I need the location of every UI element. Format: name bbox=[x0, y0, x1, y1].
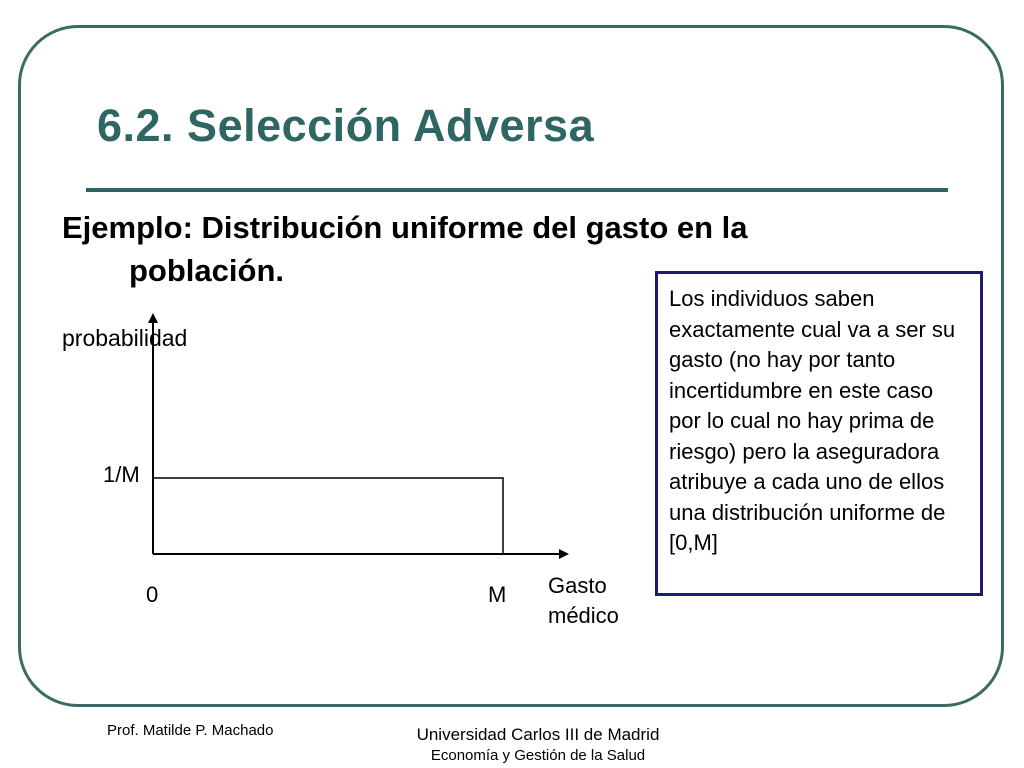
x-tick-end: M bbox=[488, 582, 507, 607]
footer-institution bbox=[360, 724, 716, 766]
x-axis-label-line-2: médico bbox=[548, 603, 619, 628]
x-tick-start: 0 bbox=[146, 582, 159, 607]
footer-author: Prof. Matilde P. Machado bbox=[107, 722, 274, 739]
footer-university: Universidad Carlos III de Madrid bbox=[416, 725, 660, 744]
explanation-box: Los individuos saben exactamente cual va a ser su gasto (no hay por tanto incertidumbre en este caso por lo cual no hay prima de riesgo) pero la aseguradora atribuye a cada uno de ellos una distribución uniforme de [0,M] bbox=[655, 271, 983, 596]
footer-department: Economía y Gestión de la Salud bbox=[430, 747, 646, 764]
uniform-density-line bbox=[153, 478, 503, 554]
x-axis-label-line-1: Gasto bbox=[548, 573, 607, 598]
x-axis-label bbox=[548, 571, 648, 631]
slide-title: 6.2. Selección Adversa bbox=[97, 100, 595, 151]
subtitle-line-2: población. bbox=[129, 253, 284, 288]
subtitle-line-1: Ejemplo: Distribución uniforme del gasto en la bbox=[62, 210, 748, 245]
y-axis-label: probabilidad bbox=[62, 325, 188, 351]
y-tick-label: 1/M bbox=[103, 462, 140, 487]
